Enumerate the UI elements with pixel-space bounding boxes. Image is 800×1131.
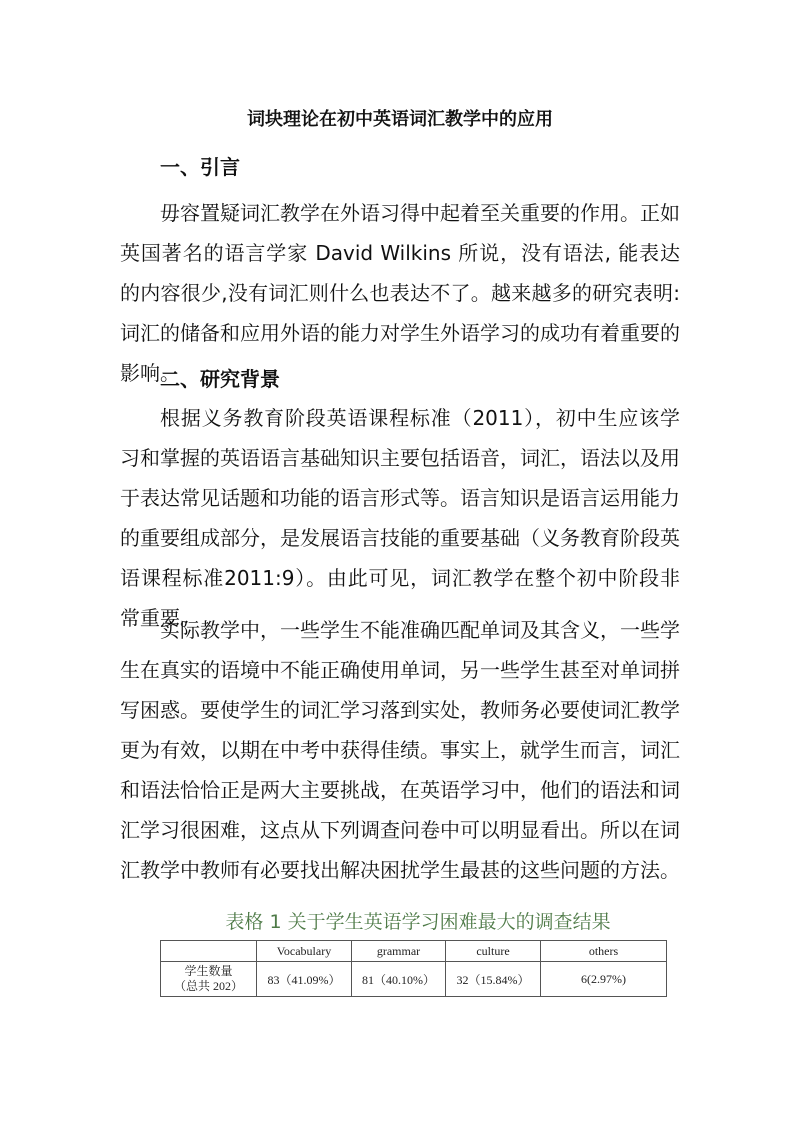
table-cell: 6(2.97%) [541, 962, 667, 997]
table-header-cell: grammar [352, 941, 446, 962]
table-header-cell: others [541, 941, 667, 962]
row-label-line: （总共 202） [173, 979, 243, 993]
table-row-label [161, 962, 257, 997]
document-title: 词块理论在初中英语词汇教学中的应用 [247, 109, 553, 130]
table-header-row [161, 941, 667, 962]
table-row [161, 962, 667, 997]
table-cell: 83（41.09%） [257, 962, 352, 997]
row-label-line: 学生数量 [184, 964, 233, 978]
paragraph-introduction: 毋容置疑词汇教学在外语习得中起着至关重要的作用。正如英国著名的语言学家 David Wilkins 所说，没有语法, 能表达的内容很少,没有词汇则什么也表达不了。越来越多的研究表明: 词汇的储备和应用外语的能力对学生外语学习的成功有着重要的影响。 [120, 201, 680, 385]
paragraph-background-2: 实际教学中，一些学生不能准确匹配单词及其含义，一些学生在真实的语境中不能正确使用单词，另一些学生甚至对单词拼写困惑。要使学生的词汇学习落到实处，教师务必要使词汇教学更为有效，以期在中考中获得佳绩。事实上，就学生而言，词汇和语法恰恰正是两大主要挑战，在英语学习中，他们的语法和词汇学习很困难，这点从下列调查问卷中可以明显看出。所以在词汇教学中教师有必要找出解决困扰学生最甚的这些问题的方法。 [120, 618, 680, 882]
survey-table [160, 940, 667, 997]
table-cell: 81（40.10%） [352, 962, 446, 997]
section-heading-background: 二、研究背景 [160, 367, 280, 391]
table-header-cell: culture [446, 941, 541, 962]
table-caption: 表格 1 关于学生英语学习困难最大的调查结果 [225, 911, 611, 933]
table-header-cell: Vocabulary [257, 941, 352, 962]
section-heading-introduction: 一、引言 [160, 155, 240, 179]
table-header-cell [161, 941, 257, 962]
paragraph-background-1: 根据义务教育阶段英语课程标准（2011），初中生应该学习和掌握的英语语言基础知识主要包括语音，词汇，语法以及用于表达常见话题和功能的语言形式等。语言知识是语言运用能力的重要组成部分，是发展语言技能的重要基础（义务教育阶段英语课程标准2011:9）。由此可见，词汇教学在整个初中阶段非常重要。 [120, 406, 680, 630]
table-cell: 32（15.84%） [446, 962, 541, 997]
